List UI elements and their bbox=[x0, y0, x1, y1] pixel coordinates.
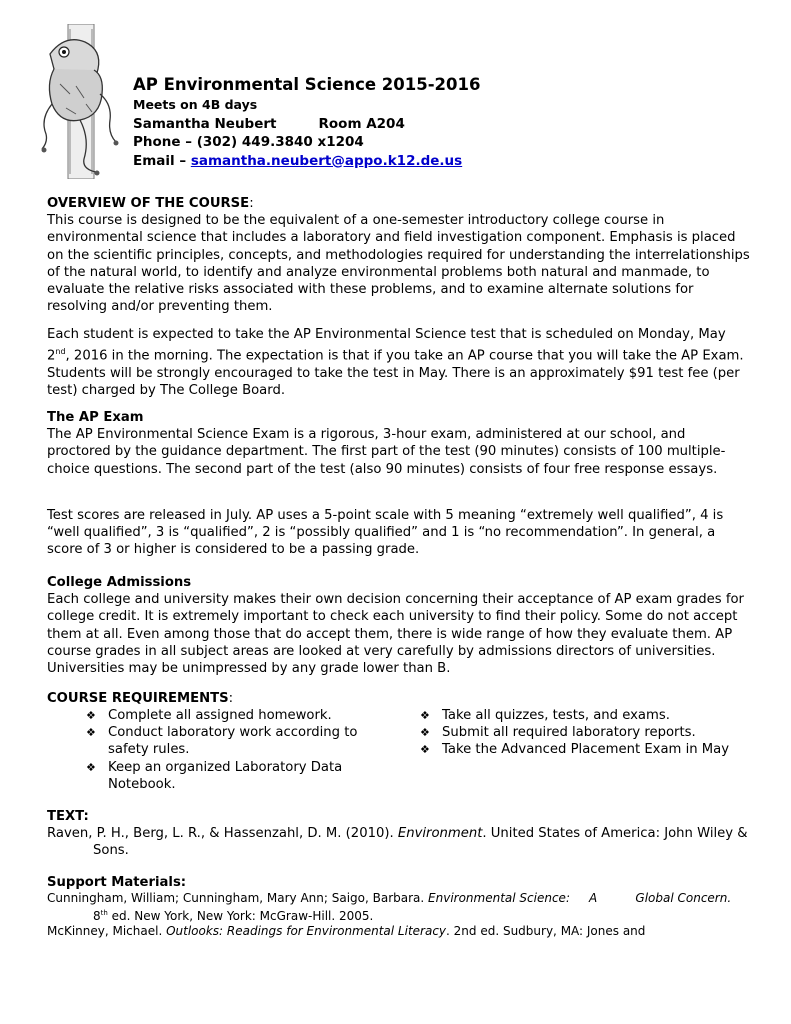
admissions-paragraph: Each college and university makes their own decision concerning their acceptance of AP exam grades for college credit. It is extremely important to check each university to find their policy. Some do not accept them at all. Even among those that do accept them, there is wide range of how they evaluate them. AP course grades in all subject areas are looked at very carefully by admissions directors of universities. Universities may be unimpressed by any grade lower than B. bbox=[47, 592, 744, 677]
diamond-bullet-icon: ❖ bbox=[86, 709, 96, 722]
requirements-list-left bbox=[76, 707, 376, 793]
overview-paragraph-2: Each student is expected to take the AP Environmental Science test that is scheduled on Monday, May 2nd, 2016 in the morning. The expectation is that if you take an AP course that you will take the AP Exam. Students will be strongly encouraged to take the test in May. There is an approximately $91 test fee (per test) charged by The College Board. bbox=[47, 327, 744, 398]
requirements-list-right bbox=[410, 707, 730, 759]
diamond-bullet-icon: ❖ bbox=[86, 726, 96, 740]
list-item: ❖ Take the Advanced Placement Exam in May bbox=[420, 742, 730, 758]
email-link[interactable]: samantha.neubert@appo.k12.de.us bbox=[190, 152, 463, 169]
requirements-heading: COURSE REQUIREMENTS: bbox=[47, 691, 234, 706]
text-section bbox=[47, 808, 752, 860]
course-title: AP Environmental Science 2015-2016 bbox=[133, 75, 481, 94]
admissions-section bbox=[47, 574, 752, 677]
textbook-reference: Raven, P. H., Berg, L. R., & Hassenzahl, D. M. (2010). Environment. United States of America: John Wiley & Sons. bbox=[47, 826, 748, 859]
diamond-bullet-icon: ❖ bbox=[420, 726, 430, 740]
support-section bbox=[47, 874, 752, 939]
list-item: ❖ Take all quizzes, tests, and exams. bbox=[420, 708, 670, 723]
diamond-bullet-icon: ❖ bbox=[86, 760, 96, 774]
email-label: Email – bbox=[133, 152, 191, 169]
ap-exam-heading: The AP Exam bbox=[47, 410, 144, 425]
support-reference-2: McKinney, Michael. Outlooks: Readings for Environmental Literacy. 2nd ed. Sudbury, MA: Jones and bbox=[47, 924, 646, 939]
overview-heading: OVERVIEW OF THE COURSE: bbox=[47, 196, 254, 211]
overview-paragraph-1: This course is designed to be the equivalent of a one-semester introductory college course in environmental science that includes a laboratory and field investigation component. Emphasis is placed on the scientific principles, concepts, and methodologies required for understanding the interrelationships of the natural world, to identify and analyze environmental problems both natural and manmade, to evaluate the relative risks associated with these problems, and to examine alternate solutions for resolving and/or preventing them. bbox=[47, 213, 750, 315]
list-item: ❖ Submit all required laboratory reports. bbox=[420, 725, 696, 741]
ap-exam-paragraph-2: Test scores are released in July. AP uses a 5-point scale with 5 meaning “extremely well qualified”, 4 is “well qualified”, 3 is “qualified”, 2 is “possibly qualified” and 1 is “no recommendation”. In general, a score of 3 or higher is considered to be a passing grade. bbox=[47, 508, 724, 558]
email-line bbox=[133, 152, 480, 171]
support-heading: Support Materials: bbox=[47, 875, 187, 890]
overview-section bbox=[47, 195, 752, 315]
phone-line: Phone – (302) 449.3840 x1204 bbox=[133, 134, 364, 150]
ap-exam-section bbox=[47, 409, 752, 478]
diamond-bullet-icon: ❖ bbox=[420, 743, 430, 757]
course-header bbox=[133, 74, 480, 170]
diamond-bullet-icon: ❖ bbox=[420, 709, 430, 722]
teacher-name: Samantha Neubert bbox=[133, 115, 277, 132]
list-item: ❖ Keep an organized Laboratory Data Notebook. bbox=[86, 759, 343, 792]
ap-exam-paragraph-1: The AP Environmental Science Exam is a rigorous, 3-hour exam, administered at our school, and proctored by the guidance department. The first part of the test (90 minutes) consists of 100 multiple-choice questions. The second part of the test (also 90 minutes) consists of four free response essays. bbox=[47, 427, 726, 477]
room-number: Room A204 bbox=[318, 115, 405, 132]
support-reference-1: Cunningham, William; Cunningham, Mary Ann; Saigo, Barbara. Environmental Science: A Global Concern. 8th ed. New York, New York: McGraw-Hill. 2005. bbox=[47, 891, 739, 924]
meeting-days: Meets on 4B days bbox=[133, 97, 258, 112]
frog-illustration bbox=[40, 24, 120, 179]
list-item: ❖ Conduct laboratory work according to safety rules. bbox=[86, 725, 358, 758]
teacher-line bbox=[133, 115, 480, 134]
admissions-heading: College Admissions bbox=[47, 575, 192, 590]
list-item: ❖ Complete all assigned homework. bbox=[86, 708, 332, 723]
text-heading: TEXT: bbox=[47, 809, 89, 824]
